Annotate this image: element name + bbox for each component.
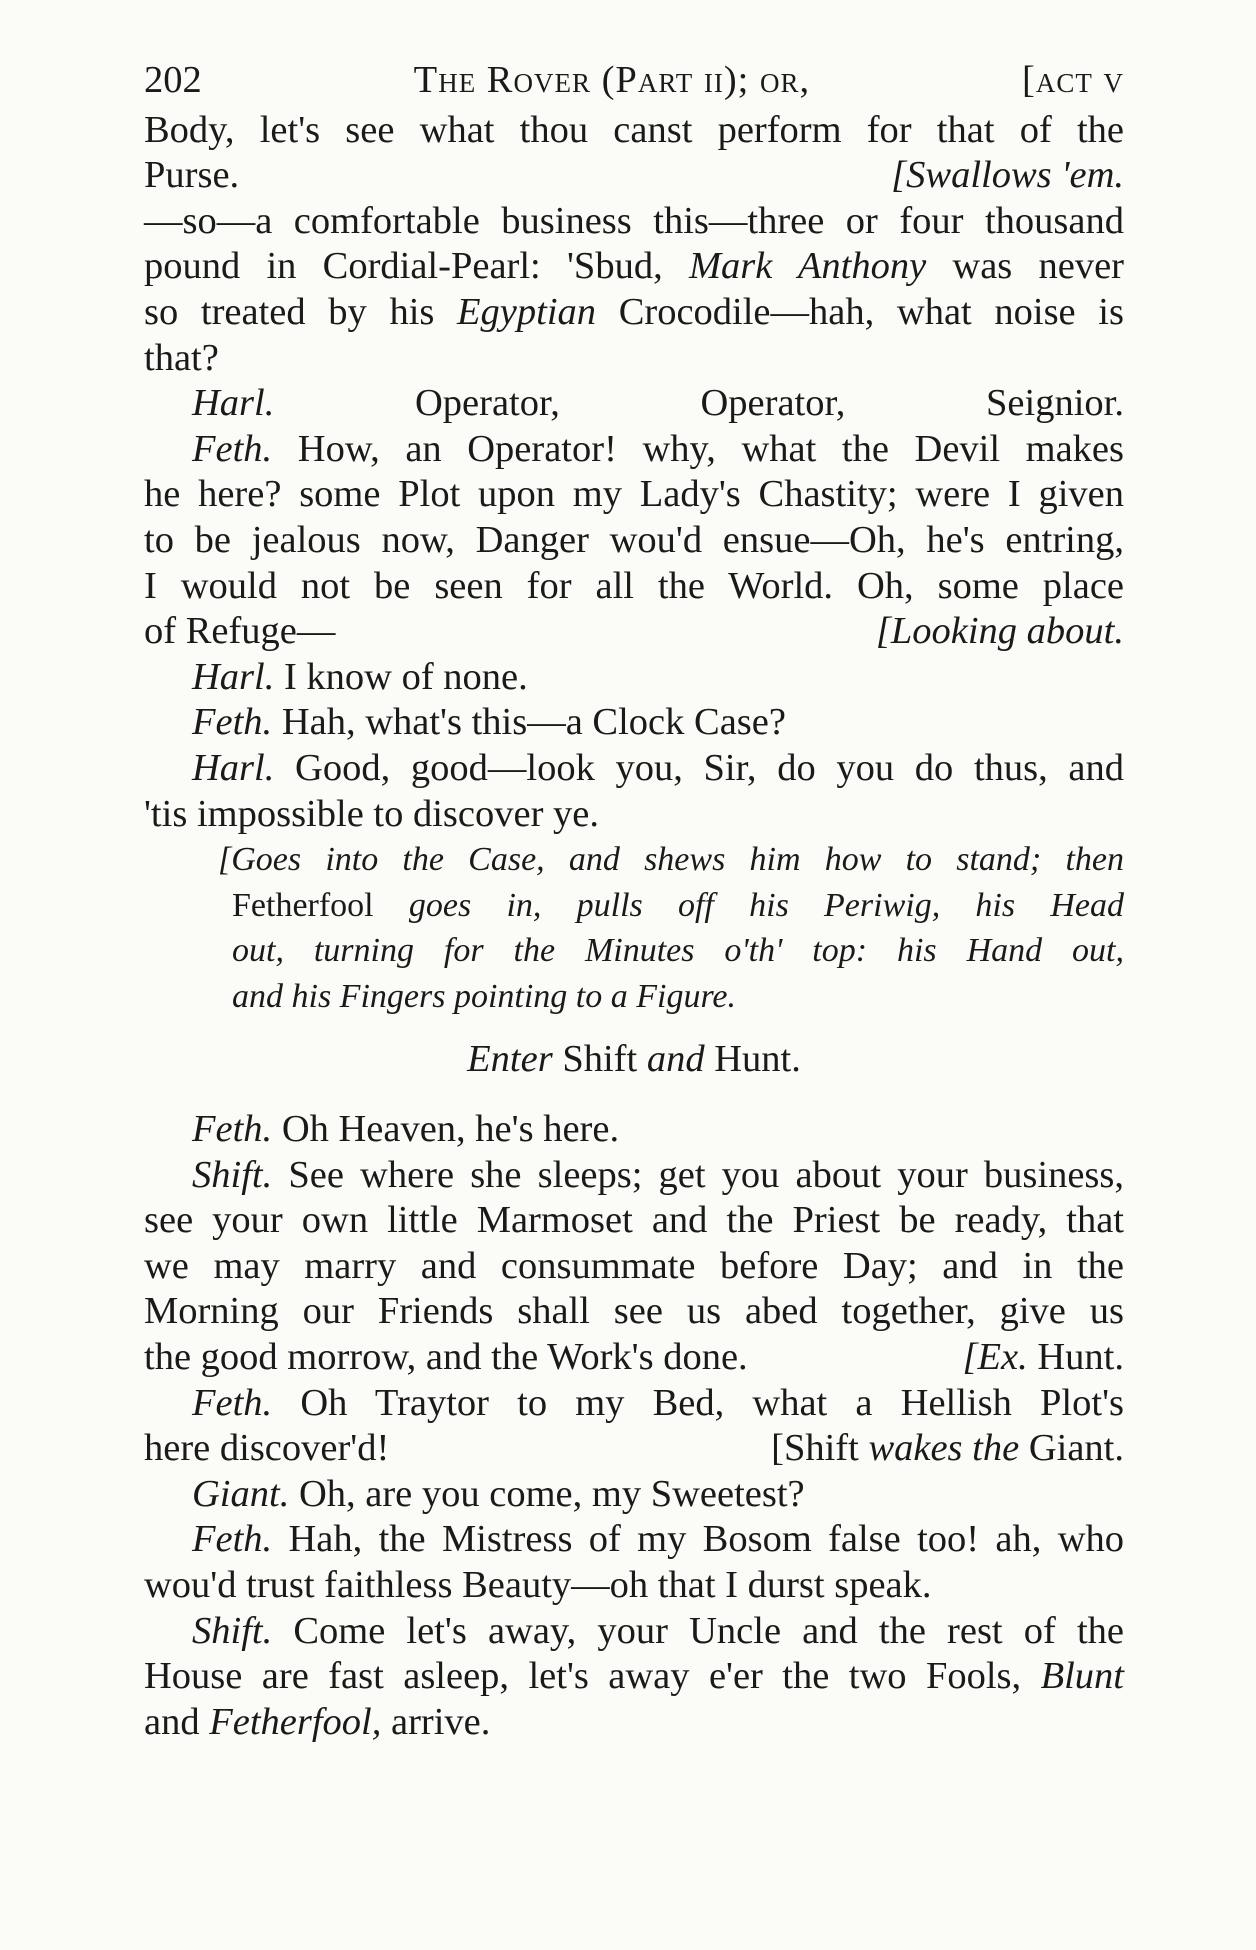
text-fragment: the good morrow, and the Work's done.	[144, 1336, 748, 1379]
text-line: —so—a comfortable business this—three or four thousand	[144, 199, 1124, 242]
speaker-name: Feth.	[192, 1381, 273, 1424]
speech-line	[144, 381, 1124, 427]
text-fragment: pound in Cordial-Pearl: 'Sbud,	[144, 245, 689, 288]
text-line	[144, 1426, 1124, 1472]
stage-direction	[963, 1335, 1124, 1381]
text-fragment: Hunt.	[1027, 1336, 1124, 1379]
text-fragment: Fetherfool,	[209, 1700, 382, 1743]
speaker-name: Feth.	[192, 701, 273, 744]
text-fragment: Good, good—look you, Sir, do you do thus, and	[274, 746, 1124, 789]
speaker-name: Shift.	[192, 1609, 273, 1652]
speaker-name: Giant.	[192, 1472, 290, 1515]
act-label: [act v	[1022, 59, 1124, 101]
speech-line	[144, 1153, 1124, 1199]
text-fragment: Operator, Operator, Seignior.	[274, 382, 1124, 425]
speech-line	[144, 1107, 1124, 1153]
text-line	[144, 609, 1124, 655]
text-line: we may marry and consummate before Day; and in the	[144, 1244, 1124, 1287]
text-line: to be jealous now, Danger wou'd ensue—Oh, he's entring,	[144, 518, 1124, 561]
text-fragment: House are fast asleep, let's away e'er the two Fools,	[144, 1655, 1041, 1698]
text-fragment: Oh Heaven, he's here.	[272, 1108, 620, 1151]
speech-line	[144, 1609, 1124, 1655]
text-line	[144, 153, 1124, 199]
text-fragment: Fetherfool	[232, 886, 374, 924]
text-fragment: goes in, pulls off his Periwig, his Head	[373, 886, 1124, 924]
speaker-name: Harl.	[192, 382, 275, 425]
text-fragment: so treated by his	[144, 290, 458, 333]
text-fragment: Hah, what's this—a Clock Case?	[272, 701, 786, 744]
stage-direction: [Goes into the Case, and shews him how to stand; then	[218, 841, 1124, 879]
text-fragment: arrive.	[381, 1700, 491, 1743]
text-fragment: See where she sleeps; get you about your business,	[272, 1153, 1124, 1196]
text-line: Morning our Friends shall see us abed together, give us	[144, 1290, 1124, 1333]
text-fragment: Giant.	[1019, 1427, 1124, 1470]
text-line: wou'd trust faithless Beauty—oh that I durst speak.	[144, 1564, 932, 1606]
running-title: The Rover (Part ii); or,	[413, 59, 811, 101]
text-fragment: Enter	[467, 1038, 553, 1081]
text-line	[144, 1335, 1124, 1381]
text-line	[144, 290, 1124, 336]
text-fragment: Oh, are you come, my Sweetest?	[289, 1472, 805, 1515]
text-line	[144, 244, 1124, 290]
speaker-name: Shift.	[192, 1153, 273, 1196]
text-fragment: How, an Operator! why, what the Devil makes	[272, 427, 1124, 470]
speech-line	[144, 1472, 1124, 1518]
text-line: Body, let's see what thou canst perform for that of the	[144, 108, 1124, 151]
entrance-direction	[144, 1037, 1124, 1083]
page	[144, 58, 1124, 1745]
text-fragment: Oh Traytor to my Bed, what a Hellish Plot's	[272, 1381, 1124, 1424]
speech-line	[144, 1517, 1124, 1563]
text-line: 'tis impossible to discover ye.	[144, 792, 599, 835]
speaker-name: Feth.	[192, 1518, 273, 1561]
speech-line	[144, 746, 1124, 792]
text-fragment: I know of none.	[274, 655, 528, 698]
text-fragment: Mark Anthony	[688, 245, 927, 288]
text-fragment: Crocodile—hah, what noise is	[596, 290, 1124, 333]
text-line: see your own little Marmoset and the Priest be ready, that	[144, 1199, 1124, 1242]
stage-direction: out, turning for the Minutes o'th' top: his Hand out,	[232, 932, 1124, 970]
speaker-name: Feth.	[192, 427, 273, 470]
text-fragment: was never	[926, 245, 1124, 288]
text-fragment: of Refuge—	[144, 610, 336, 653]
text-fragment: here discover'd!	[144, 1427, 390, 1470]
text-fragment: and	[144, 1700, 210, 1743]
speech-line	[144, 427, 1124, 473]
page-number: 202	[144, 59, 202, 101]
text-line: he here? some Plot upon my Lady's Chastity; were I given	[144, 473, 1124, 516]
speaker-name: Feth.	[192, 1108, 273, 1151]
speaker-name: Harl.	[192, 746, 275, 789]
stage-direction: [Looking about.	[875, 610, 1124, 653]
stage-direction: and his Fingers pointing to a Figure.	[232, 977, 737, 1015]
text-fragment: [Shift	[771, 1427, 869, 1470]
speech-line	[144, 655, 1124, 701]
text-fragment: Come let's away, your Uncle and the rest of the	[272, 1609, 1124, 1652]
text-fragment: Hunt.	[704, 1038, 801, 1081]
text-fragment: and	[646, 1038, 705, 1081]
text-line	[144, 1654, 1124, 1700]
running-header	[144, 58, 1124, 104]
text-line	[144, 1700, 1124, 1746]
speaker-name: Harl.	[192, 655, 275, 698]
stage-direction	[144, 883, 1124, 929]
text-fragment: Purse.	[144, 154, 240, 197]
speech-line	[144, 700, 1124, 746]
text-fragment: Hah, the Mistress of my Bosom false too! ah, who	[272, 1518, 1124, 1561]
text-fragment: Shift	[552, 1038, 647, 1081]
text-fragment: wakes the	[868, 1427, 1020, 1470]
speech-line	[144, 1381, 1124, 1427]
stage-direction	[771, 1426, 1124, 1472]
text-line: I would not be seen for all the World. Oh, some place	[144, 564, 1124, 607]
text-fragment: Egyptian	[457, 290, 597, 333]
text-line: that?	[144, 336, 219, 379]
text-fragment: Blunt	[1040, 1655, 1124, 1698]
stage-direction: [Swallows 'em.	[891, 154, 1124, 197]
text-fragment: [Ex.	[962, 1336, 1028, 1379]
